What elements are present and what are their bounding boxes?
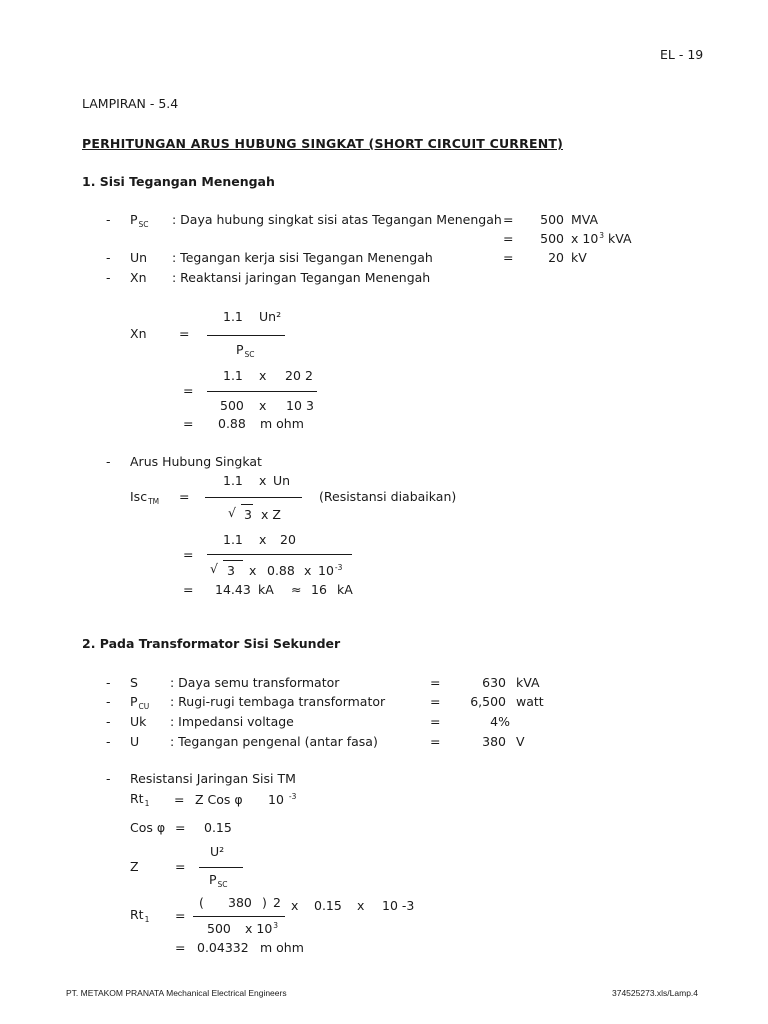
isc-calc-den-val: 0.88 [267, 563, 295, 578]
fraction-bar [205, 497, 302, 498]
un-value: 20 [548, 250, 564, 265]
rt-calc-cos: 0.15 [314, 898, 342, 913]
sqrt-icon: √ [228, 505, 236, 520]
un-symbol: Un [130, 250, 148, 265]
uk-equals: = [430, 714, 441, 729]
isc-result-equals: = [183, 582, 194, 597]
fraction-bar [207, 554, 352, 555]
uk-description: : Impedansi voltage [170, 714, 294, 729]
rt-calc-x2: x [357, 898, 365, 913]
isc-calc-den-x1: x [249, 563, 257, 578]
rt-equals: = [174, 792, 185, 807]
isc-lhs: Isc$_{TM}$ [130, 489, 160, 506]
un-unit: kV [571, 250, 587, 265]
psc-value: 500 [540, 212, 564, 227]
xn-calc-equals: = [183, 383, 194, 398]
psc-kva-value: 500 [540, 231, 564, 246]
cos-value: 0.15 [204, 820, 232, 835]
fraction-bar [207, 391, 317, 392]
u-equals: = [430, 734, 441, 749]
isc-result-value-2: 16 [311, 582, 327, 597]
bullet-dash: - [106, 714, 111, 729]
xn-result-value: 0.88 [218, 416, 246, 431]
sqrt-overline [241, 504, 253, 505]
isc-result-value: 14.43 [215, 582, 251, 597]
isc-calc-num-3: 20 [280, 532, 296, 547]
z-lhs: Z [130, 859, 139, 874]
approx-icon: ≈ [291, 582, 302, 597]
bullet-dash: - [106, 454, 111, 469]
isc-num-un: Un [273, 473, 291, 488]
isc-calc-num-1: 1.1 [223, 532, 243, 547]
pcu-symbol: $P_{CU}$ [130, 694, 150, 711]
xn-result-equals: = [183, 416, 194, 431]
xn-formula-den: $P_{SC}$ [236, 342, 255, 359]
xn-calc-den-1: 500 [220, 398, 244, 413]
isc-num-1: 1.1 [223, 473, 243, 488]
s-unit: kVA [516, 675, 540, 690]
z-equals: = [175, 859, 186, 874]
rt-calc-den-b: x $10^3$ [245, 921, 279, 936]
section-2-heading: 2. Pada Transformator Sisi Sekunder [82, 636, 341, 651]
u-value: 380 [482, 734, 506, 749]
isc-equals: = [179, 489, 190, 504]
xn-calc-den-3: 10 [286, 398, 302, 413]
s-description: : Daya semu transformator [170, 675, 340, 690]
document-title: PERHITUNGAN ARUS HUBUNG SINGKAT (SHORT CIRCUIT CURRENT) [82, 136, 563, 151]
rt-power: 10 $^{-3}$ [268, 792, 297, 807]
xn-calc-num-x: x [259, 368, 267, 383]
isc-note: (Resistansi diabaikan) [319, 489, 457, 504]
cos-lhs: Cos φ [130, 820, 166, 835]
uk-value: 4% [490, 714, 510, 729]
pcu-equals: = [430, 694, 441, 709]
xn-result-unit: m ohm [260, 416, 304, 431]
fraction-bar [199, 867, 243, 868]
z-denominator: $P_{SC}$ [209, 872, 228, 889]
s-equals: = [430, 675, 441, 690]
xn-formula-lhs: Xn [130, 326, 147, 341]
pcu-description: : Rugi-rugi tembaga transformator [170, 694, 386, 709]
u-description: : Tegangan pengenal (antar fasa) [170, 734, 378, 749]
sqrt-overline [223, 560, 243, 561]
s-symbol: S [130, 675, 138, 690]
rt-lhs: $Rt_1$ [130, 791, 150, 808]
rt-calc-x1: x [291, 898, 299, 913]
psc-kva-unit: x $10^3$ kVA [571, 231, 632, 246]
fraction-bar [193, 916, 285, 917]
sqrt-icon: √ [210, 561, 218, 576]
page-number: EL - 19 [660, 47, 704, 62]
rt-label: Resistansi Jaringan Sisi TM [130, 771, 296, 786]
xn-formula-num-b: Un² [259, 309, 282, 324]
bullet-dash: - [106, 212, 111, 227]
xn-calc-num-4: 2 [305, 368, 313, 383]
isc-num-x: x [259, 473, 267, 488]
isc-calc-den-x2: x [304, 563, 312, 578]
un-equals: = [503, 250, 514, 265]
rt-calc-den-a: 500 [207, 921, 231, 936]
xn-formula-equals: = [179, 326, 190, 341]
psc-equals: = [503, 212, 514, 227]
bullet-dash: - [106, 270, 111, 285]
xn-symbol: Xn [130, 270, 147, 285]
footer-file: 374525273.xls/Lamp.4 [612, 988, 699, 998]
isc-den-rest: x Z [261, 507, 281, 522]
un-description: : Tegangan kerja sisi Tegangan Menengah [172, 250, 433, 265]
isc-result-unit-2: kA [337, 582, 353, 597]
cos-equals: = [175, 820, 186, 835]
bullet-dash: - [106, 250, 111, 265]
rt-calc-u: 380 [228, 895, 252, 910]
rt-calc-open: ( [199, 895, 204, 910]
isc-calc-den-root: 3 [227, 563, 235, 578]
rt-expression: Z Cos φ [195, 792, 243, 807]
rt-calc-equals: = [175, 908, 186, 923]
xn-calc-den-x: x [259, 398, 267, 413]
xn-description: : Reaktansi jaringan Tegangan Menengah [172, 270, 431, 285]
rt-result-equals: = [175, 940, 186, 955]
xn-formula-num-a: 1.1 [223, 309, 243, 324]
rt-calc-lhs: $Rt_1$ [130, 907, 150, 924]
isc-calc-equals: = [183, 547, 194, 562]
psc-unit: MVA [571, 212, 599, 227]
uk-symbol: Uk [130, 714, 147, 729]
rt-result-unit: m ohm [260, 940, 304, 955]
rt-calc-close: ) [262, 895, 267, 910]
bullet-dash: - [106, 675, 111, 690]
xn-calc-num-1: 1.1 [223, 368, 243, 383]
u-unit: V [516, 734, 525, 749]
isc-den-root: 3 [244, 507, 252, 522]
fraction-bar [207, 335, 285, 336]
rt-calc-pow: 10 -3 [382, 898, 415, 913]
bullet-dash: - [106, 771, 111, 786]
pcu-unit: watt [516, 694, 544, 709]
psc-symbol: $P_{SC}$ [130, 212, 149, 229]
isc-result-unit: kA [258, 582, 274, 597]
xn-calc-den-4: 3 [306, 398, 314, 413]
u-symbol: U [130, 734, 140, 749]
xn-calc-num-3: 20 [285, 368, 301, 383]
psc-kva-equals: = [503, 231, 514, 246]
section-1-heading: 1. Sisi Tegangan Menengah [82, 174, 275, 189]
rt-result-value: 0.04332 [197, 940, 249, 955]
isc-label: Arus Hubung Singkat [130, 454, 262, 469]
s-value: 630 [482, 675, 506, 690]
isc-calc-num-x: x [259, 532, 267, 547]
appendix-label: LAMPIRAN - 5.4 [82, 96, 179, 111]
bullet-dash: - [106, 734, 111, 749]
pcu-value: 6,500 [470, 694, 506, 709]
bullet-dash: - [106, 694, 111, 709]
psc-description: : Daya hubung singkat sisi atas Tegangan Menengah [172, 212, 502, 227]
footer-company: PT. METAKOM PRANATA Mechanical Electrical Engineers [66, 988, 287, 998]
z-numerator: U² [210, 844, 225, 859]
isc-calc-den-pow: $10^{-3}$ [318, 563, 343, 578]
rt-calc-power: 2 [273, 895, 281, 910]
